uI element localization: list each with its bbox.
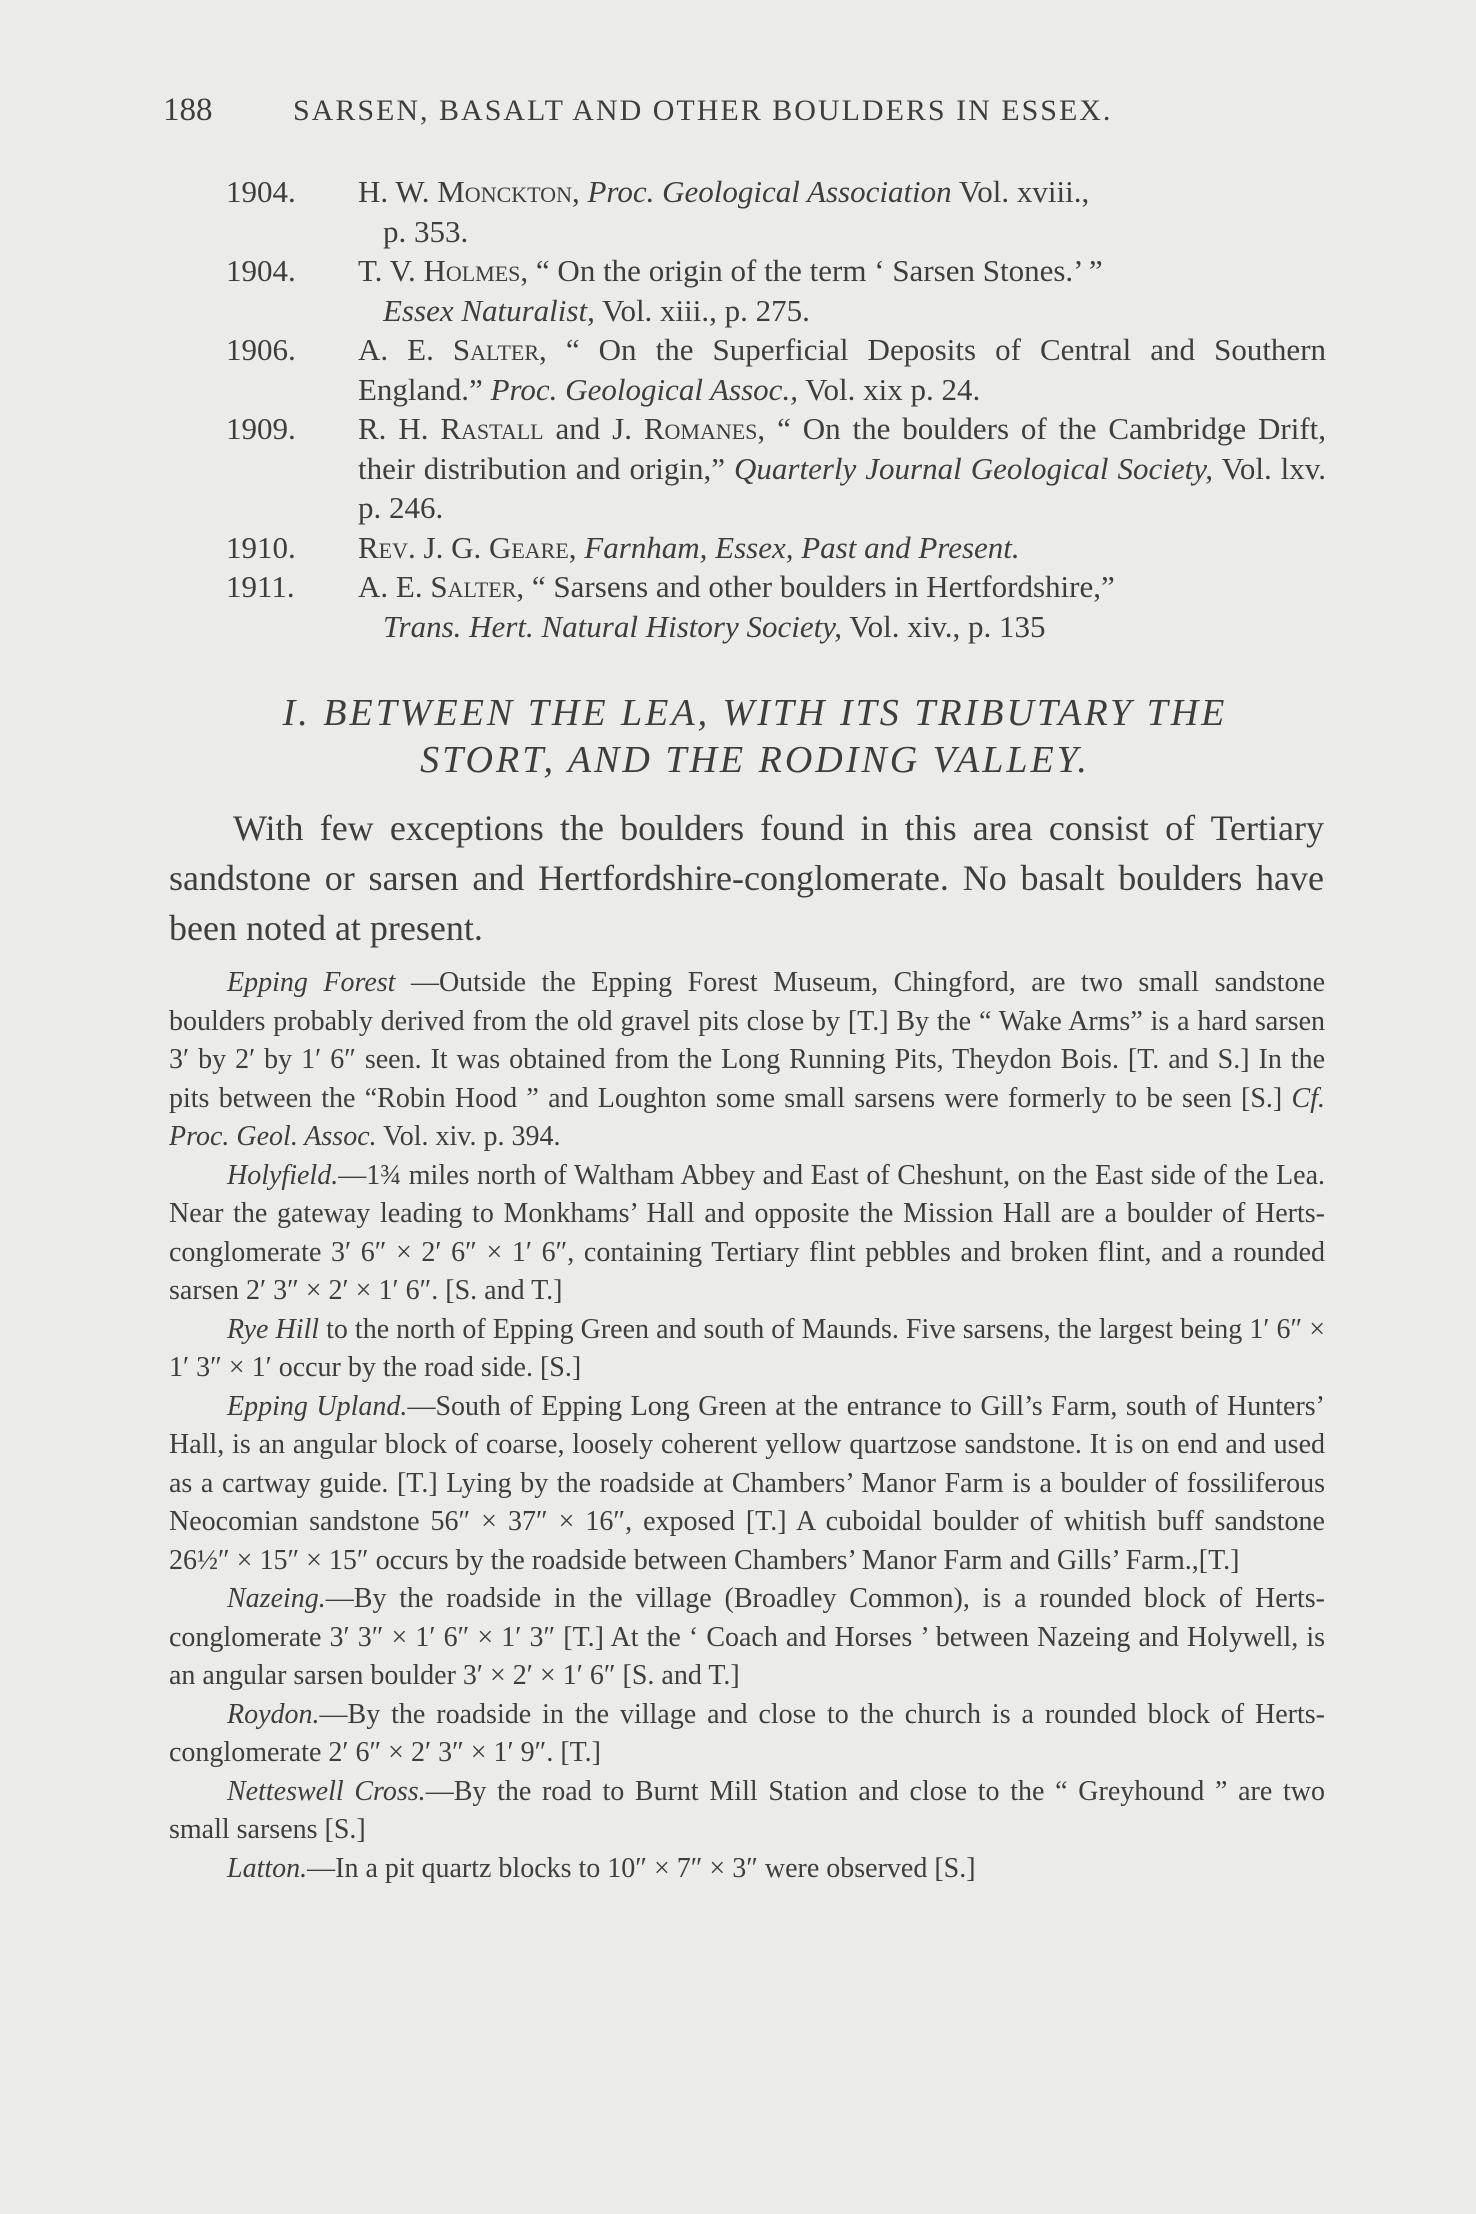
reference-continuation: [358, 607, 1326, 647]
paragraph-text: —By the road to Burnt Mill Station and close to the “ Greyhound ” are two small sarsens [S.]: [169, 1775, 1325, 1845]
reference-year: 1911.: [226, 569, 295, 604]
reference-text: [358, 172, 1326, 251]
paragraph: [169, 1696, 1325, 1773]
reference-work: Quarterly Journal Geological Society,: [734, 450, 1213, 486]
paragraph-text: to the north of Epping Green and south of Maunds. Five sarsens, the largest being 1′ 6″ × 1′ 3″ × 1′ occur by the road side. [S.]: [169, 1313, 1325, 1383]
place-name: Holyfield.: [227, 1159, 339, 1191]
paragraph: [169, 1157, 1325, 1311]
reference-work: Essex Naturalist,: [383, 292, 595, 328]
reference-continuation: [358, 291, 1326, 331]
place-name: Latton.: [227, 1852, 308, 1884]
paragraph-text: —1¾ miles north of Waltham Abbey and East of Cheshunt, on the East side of the Lea. Near the gateway leading to Monkhams’ Hall and opposite the Mission Hall are a boulder of Herts-conglomerate 3′ 6″ × 2′ 6″ × 1′ 6″, containing Tertiary flint pebbles and broken flint, and a rounded sarsen 2′ 3″ × 2′ × 1′ 6″. [S. and T.]: [169, 1159, 1325, 1306]
reference-detail: Vol. xviii.,: [958, 174, 1090, 209]
reference-year: 1906.: [226, 332, 296, 367]
reference-work: Farnham, Essex, Past and Present.: [584, 529, 1020, 565]
paragraph-text: —By the roadside in the village (Broadley Common), is a rounded block of Herts-conglomerate 3′ 3″ × 1′ 6″ × 1′ 3″ [T.] At the ‘ Coach and Horses ’ between Nazeing and Holywell, is an angular sarsen boulder 3′ × 2′ × 1′ 6″ [S. and T.]: [169, 1583, 1325, 1691]
section-heading-line: I. BETWEEN THE LEA, WITH ITS TRIBUTARY THE: [282, 692, 1228, 734]
reference-detail: Vol. xix p. 24.: [805, 371, 981, 407]
body-text: [169, 964, 1325, 1888]
place-name: Nazeing.: [227, 1583, 326, 1614]
paragraph: [169, 1580, 1325, 1696]
reference-detail: Vol. lxv. p. 246.: [358, 450, 1327, 525]
reference-title: “ On the Superficial Deposits of Central and Southern England.”: [358, 332, 1327, 407]
paragraph: [169, 1773, 1325, 1850]
paragraph: [169, 964, 1325, 1157]
paragraph-text: —South of Epping Long Green at the entrance to Gill’s Farm, south of Hunters’ Hall, is an angular block of coarse, loosely coherent yellow quartzose sandstone. It is on end and used as a cartway guide. [T.] Lying by the roadside at Chambers’ Manor Farm is a boulder of fossiliferous Neocomian sandstone 56″ × 37″ × 16″, exposed [T.] A cuboidal boulder of whitish buff sandstone 26½″ × 15″ × 15″ occurs by the roadside between Chambers’ Manor Farm and Gills’ Farm.,[T.]: [169, 1390, 1325, 1576]
reference-detail: Vol. xiv., p. 135: [849, 608, 1046, 644]
reference-author: A. E. Salter,: [358, 332, 547, 367]
reference-text: [358, 409, 1326, 528]
reference-author: Rev. J. G. Geare,: [358, 529, 577, 565]
section-heading: [180, 690, 1330, 784]
place-name: Epping Forest: [227, 967, 396, 998]
place-name: Epping Upland.: [227, 1390, 408, 1422]
citation: Cf. Proc. Geol. Assoc.: [169, 1082, 1325, 1152]
reference-entry: [226, 172, 1326, 251]
reference-title: “ Sarsens and other boulders in Hertfordshire,”: [531, 569, 1115, 604]
reference-and: and: [555, 411, 601, 446]
reference-work: Proc. Geological Association: [587, 174, 952, 209]
reference-author: J. Romanes,: [612, 411, 766, 446]
place-name: Roydon.: [227, 1698, 320, 1730]
running-title: SARSEN, BASALT AND OTHER BOULDERS IN ESSEX.: [293, 94, 1113, 127]
reference-text: [358, 330, 1326, 409]
reference-work: Trans. Hert. Natural History Society,: [383, 608, 842, 644]
reference-author: H. W. Monckton,: [358, 174, 580, 209]
reference-entry: [226, 251, 1326, 330]
paragraph-text: —In a pit quartz blocks to 10″ × 7″ × 3″ were observed [S.]: [307, 1852, 976, 1884]
place-name: Rye Hill: [227, 1313, 320, 1345]
reference-title: “ On the origin of the term ‘ Sarsen Stones.’ ”: [535, 253, 1103, 288]
reference-entry: [226, 409, 1326, 528]
reference-entry: [226, 528, 1326, 568]
paragraph: [169, 1850, 1325, 1889]
reference-text: [358, 528, 1326, 568]
reference-title: “ On the boulders of the Cambridge Drift, their distribution and origin,”: [358, 411, 1327, 486]
paragraph-text: —By the roadside in the village and close to the church is a rounded block of Herts-conglomerate 2′ 6″ × 2′ 3″ × 1′ 9″. [T.]: [169, 1698, 1325, 1768]
place-name: Netteswell Cross.: [227, 1775, 426, 1807]
reference-author: R. H. Rastall: [358, 411, 544, 446]
reference-detail: Vol. xiii., p. 275.: [602, 292, 810, 328]
reference-text: [358, 567, 1326, 646]
reference-continuation: p. 353.: [383, 213, 469, 249]
reference-work: Proc. Geological Assoc.,: [490, 371, 798, 407]
reference-entry: [226, 330, 1326, 409]
reference-year: 1904.: [226, 174, 296, 209]
page-number: 188: [163, 92, 213, 128]
reference-text: [358, 251, 1326, 330]
paragraph: [169, 1388, 1325, 1581]
reference-author: A. E. Salter,: [358, 569, 525, 604]
section-heading-line: STORT, AND THE RODING VALLEY.: [420, 739, 1090, 781]
reference-list: [226, 172, 1326, 646]
intro-paragraph: With few exceptions the boulders found in this area consist of Tertiary sandstone or sarsen and Hertfordshire-conglomerate. No basalt boulders have been noted at present.: [169, 808, 1324, 948]
paragraph-text: —Outside the Epping Forest Museum, Chingford, are two small sandstone boulders probably derived from the old gravel pits close by [T.] By the “ Wake Arms” is a hard sarsen 3′ by 2′ by 1′ 6″ seen. It was obtained from the Long Running Pits, Theydon Bois. [T. and S.] In the pits between the “Robin Hood ” and Loughton some small sarsens were formerly to be seen [S.]: [169, 967, 1325, 1114]
reference-entry: [226, 567, 1326, 646]
reference-year: 1904.: [226, 253, 296, 288]
reference-author: T. V. Holmes,: [358, 253, 529, 288]
reference-year: 1909.: [226, 411, 296, 446]
paragraph-text: Vol. xiv. p. 394.: [376, 1121, 561, 1152]
running-head: [163, 92, 1323, 129]
reference-year: 1910.: [226, 529, 296, 565]
paragraph: [169, 1311, 1325, 1388]
